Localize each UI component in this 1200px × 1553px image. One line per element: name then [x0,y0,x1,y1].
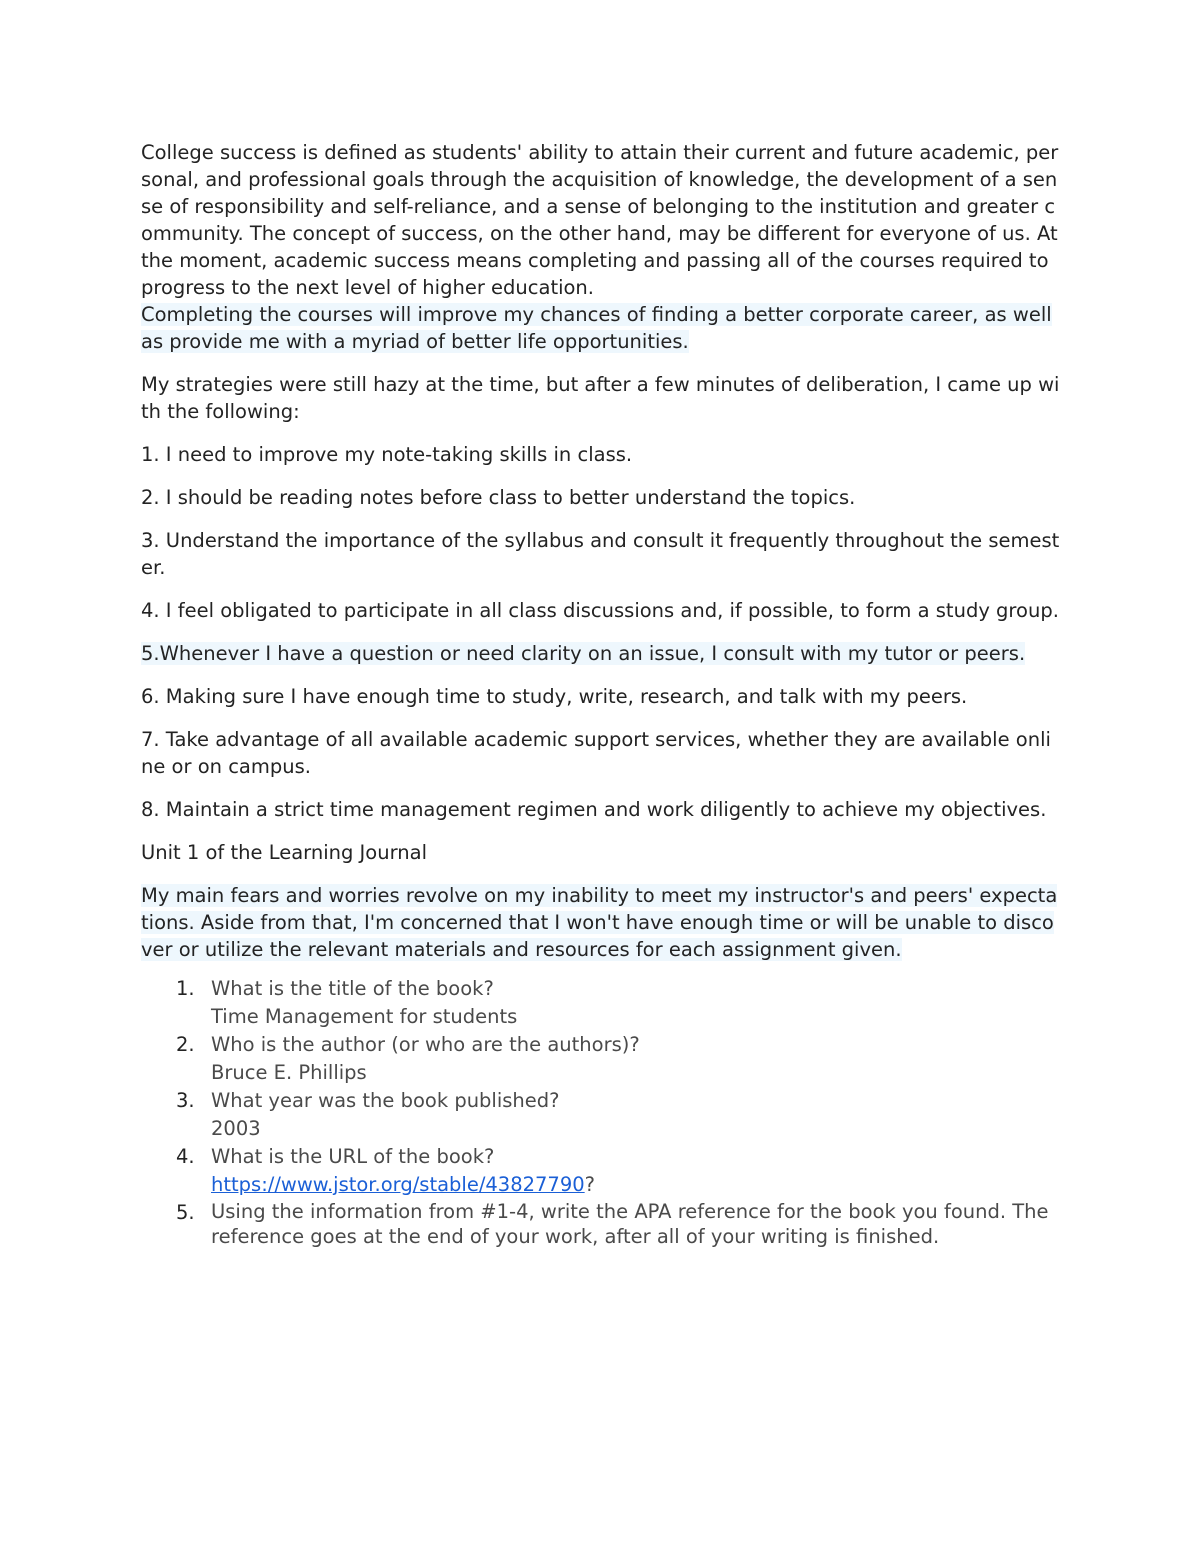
strategy-item-1: 1. I need to improve my note-taking skills in class. [141,443,633,466]
question-number: 2. [176,1033,195,1056]
question-number: 4. [176,1145,195,1168]
strategy-item-5 [141,640,1063,667]
strategy-item-2: 2. I should be reading notes before class to better understand the topics. [141,486,856,509]
question-number: 1. [176,977,195,1000]
question-text: What is the title of the book? [211,977,494,1000]
question-item [141,1199,1063,1249]
question-number: 3. [176,1089,195,1112]
question-list [141,975,1063,1249]
question-item [141,975,1063,1031]
strategy-item-8: 8. Maintain a strict time management regimen and work diligently to achieve my objectives. [141,798,1047,821]
strategy-item-4: 4. I feel obligated to participate in all class discussions and, if possible, to form a study group. [141,599,1059,622]
question-text: What is the URL of the book? [211,1145,495,1168]
strategy-item-6: 6. Making sure I have enough time to study, write, research, and talk with my peers. [141,685,968,708]
document-body [141,139,1063,1249]
journal-paragraph [141,882,1063,963]
intro-paragraph: College success is defined as students' ability to attain their current and future academic, personal, and professional goals through the acquisition of knowledge, the development of a sense of responsibility and self-reliance, and a sense of belonging to the institution and greater community. The concept of success, on the other hand, may be different for everyone of us. At the moment, academic success means completing and passing all of the courses required to progress to the next level of higher education. [141,141,1059,299]
career-paragraph [141,301,1063,355]
question-text: What year was the book published? [211,1089,560,1112]
highlighted-text: My main fears and worries revolve on my inability to meet my instructor's and peers' expectations. Aside from that, I'm concerned that I won't have enough time or will be unable to discover or utilize the relevant materials and resources for each assignment given. [141,884,1058,961]
question-item [141,1143,1063,1199]
journal-heading: Unit 1 of the Learning Journal [141,841,427,864]
answer-text: Time Management for students [211,1005,518,1028]
question-text: Who is the author (or who are the authors)? [211,1033,640,1056]
url-suffix: ? [584,1173,596,1196]
highlighted-text: Completing the courses will improve my chances of finding a better corporate career, as well as provide me with a myriad of better life opportunities. [141,303,1052,353]
answer-text: Bruce E. Phillips [211,1061,367,1084]
answer-text: 2003 [211,1117,261,1140]
question-text: Using the information from #1-4, write the APA reference for the book you found. The reference goes at the end of your work, after all of your writing is finished. [211,1200,1049,1248]
answer-text [211,1171,1063,1199]
question-item [141,1031,1063,1087]
strategy-item-3: 3. Understand the importance of the syllabus and consult it frequently throughout the semester. [141,529,1060,579]
strategy-item-7: 7. Take advantage of all available academic support services, whether they are available online or on campus. [141,728,1051,778]
book-url-link[interactable]: https://www.jstor.org/stable/43827790 [211,1173,585,1196]
question-item [141,1087,1063,1143]
question-number: 5. [176,1201,195,1224]
strategies-intro: My strategies were still hazy at the time, but after a few minutes of deliberation, I came up with the following: [141,373,1060,423]
highlighted-text: 5.Whenever I have a question or need clarity on an issue, I consult with my tutor or peers. [141,642,1026,665]
